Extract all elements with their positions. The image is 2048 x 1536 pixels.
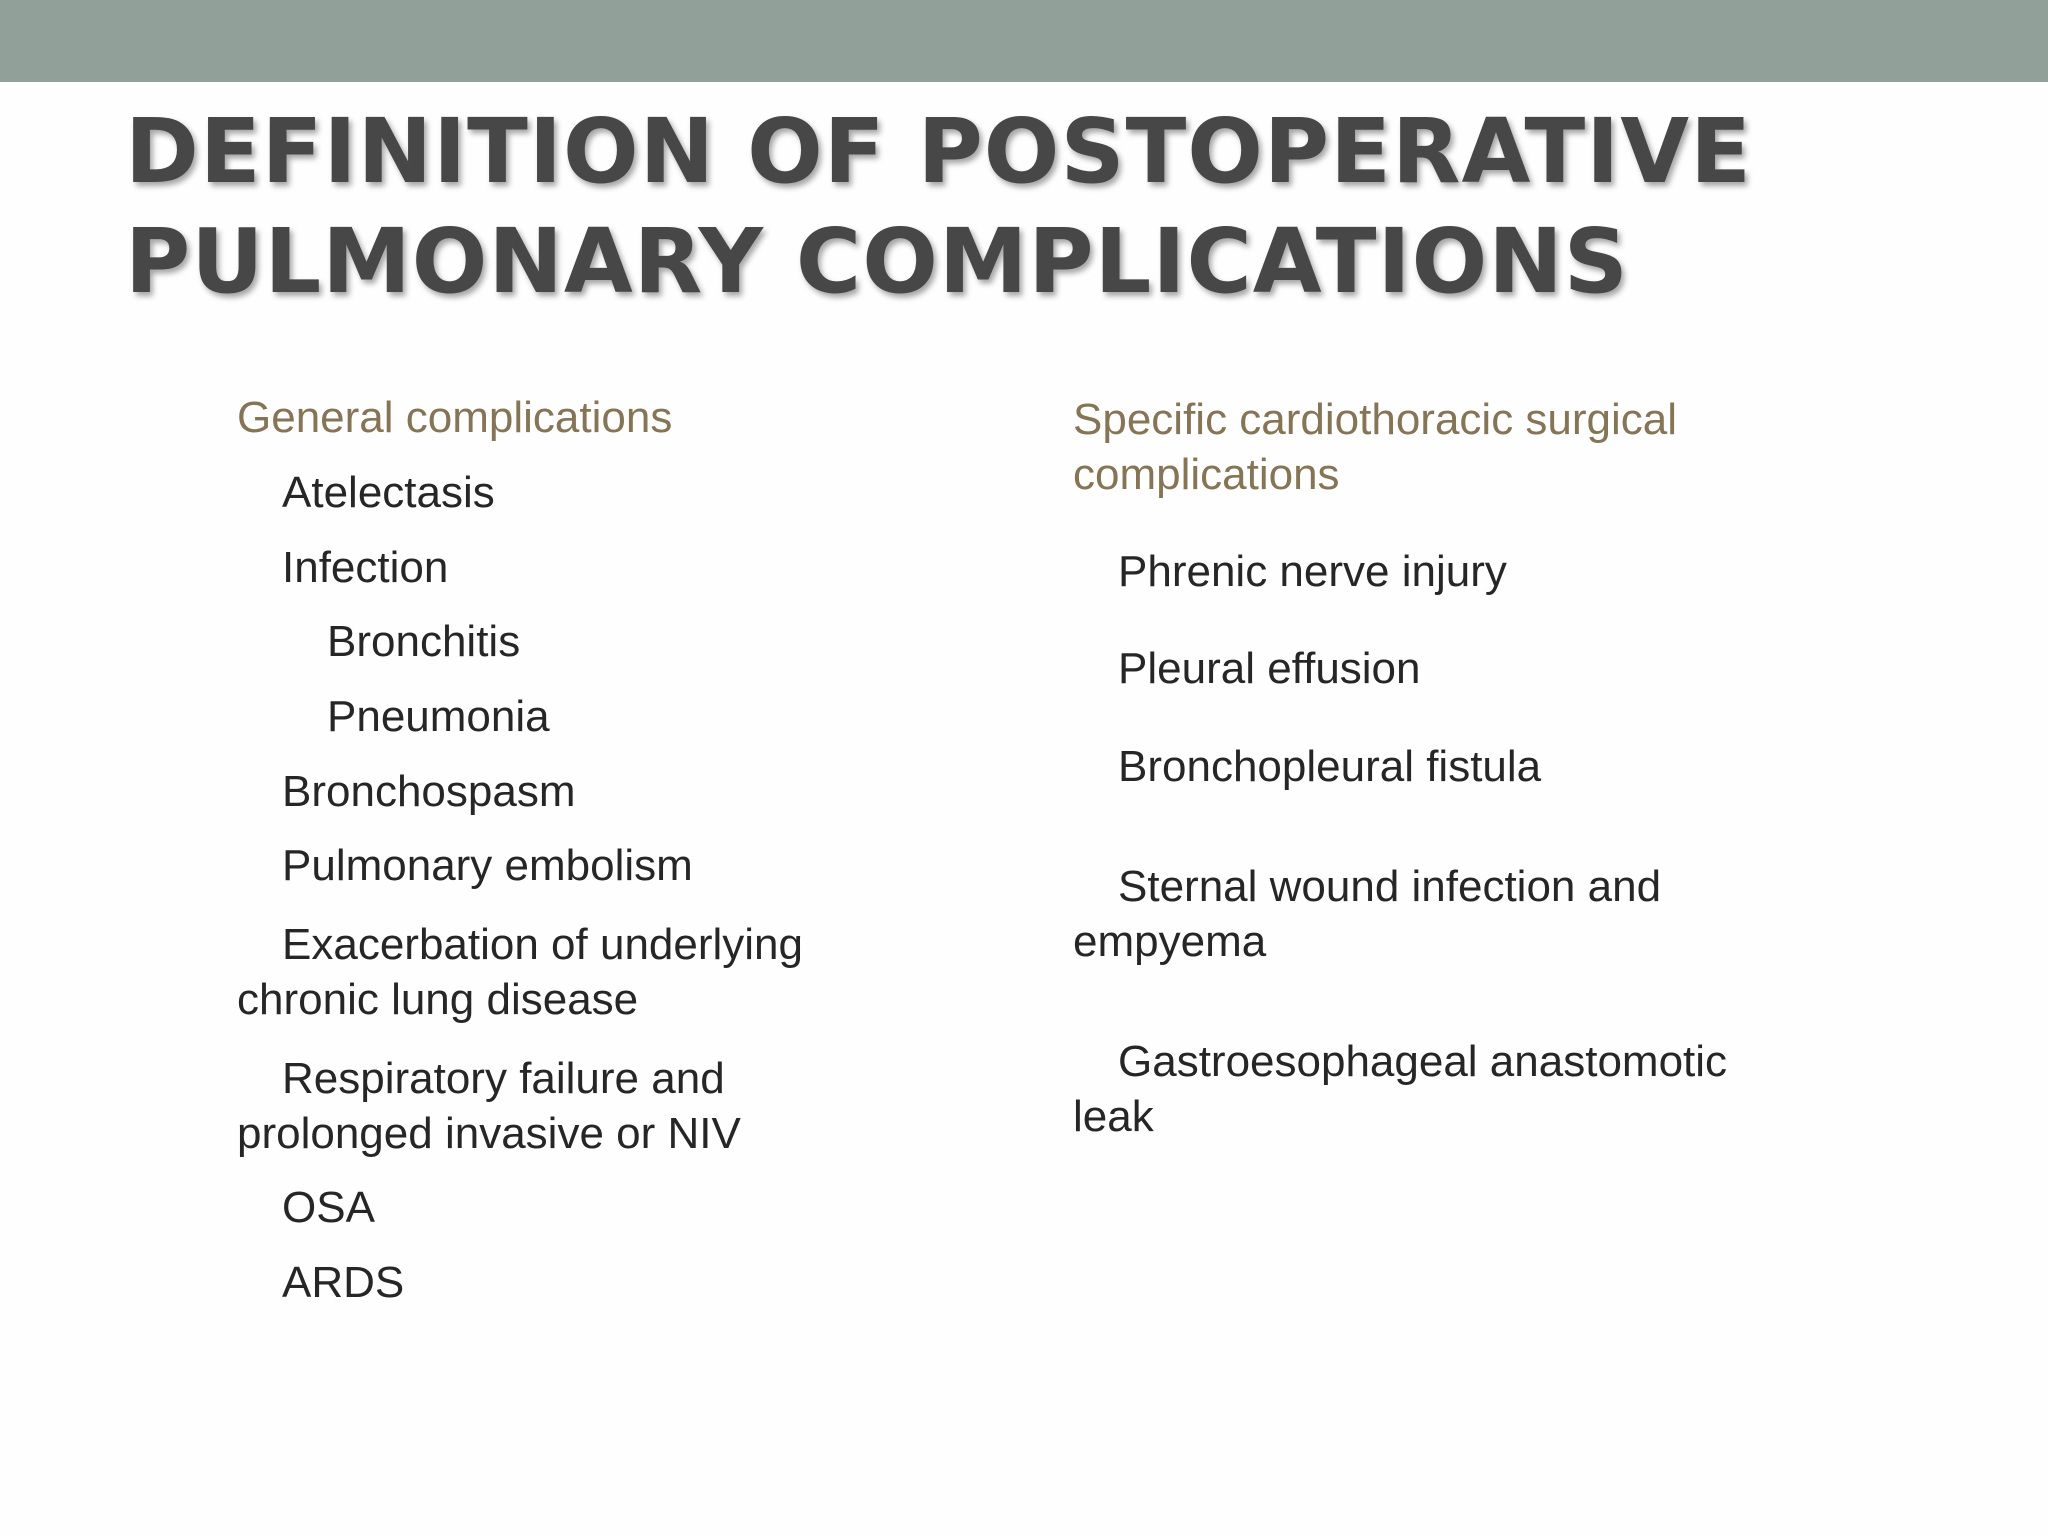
list-item: OSA bbox=[282, 1183, 375, 1232]
list-item: Infection bbox=[282, 543, 449, 592]
general-complications-heading: General complications bbox=[237, 393, 673, 442]
list-item: Bronchitis bbox=[327, 617, 521, 666]
list-item: Respiratory failure and prolonged invasive or NIV bbox=[237, 1054, 741, 1158]
list-item: Bronchopleural fistula bbox=[1118, 742, 1542, 791]
list-item: Gastroesophageal anastomotic leak bbox=[1073, 1037, 1728, 1141]
slide-title bbox=[125, 96, 1925, 316]
list-item: Pulmonary embolism bbox=[282, 841, 693, 890]
list-item: Pneumonia bbox=[327, 692, 550, 741]
list-item: Exacerbation of underlying chronic lung disease bbox=[237, 920, 803, 1024]
cardiothoracic-complications-heading: Specific cardiothoracic surgical complications bbox=[1073, 395, 1678, 499]
top-band bbox=[0, 0, 2048, 82]
list-item: Pleural effusion bbox=[1118, 644, 1421, 693]
slide-title-line-2: PULMONARY COMPLICATIONS bbox=[125, 209, 1629, 313]
list-item: ARDS bbox=[282, 1258, 405, 1307]
list-item: Bronchospasm bbox=[282, 767, 576, 816]
list-item: Phrenic nerve injury bbox=[1118, 547, 1507, 596]
list-item: Sternal wound infection and empyema bbox=[1073, 862, 1662, 966]
slide-title-line-1: DEFINITION OF POSTOPERATIVE bbox=[125, 99, 1752, 203]
list-item: Atelectasis bbox=[282, 468, 495, 517]
